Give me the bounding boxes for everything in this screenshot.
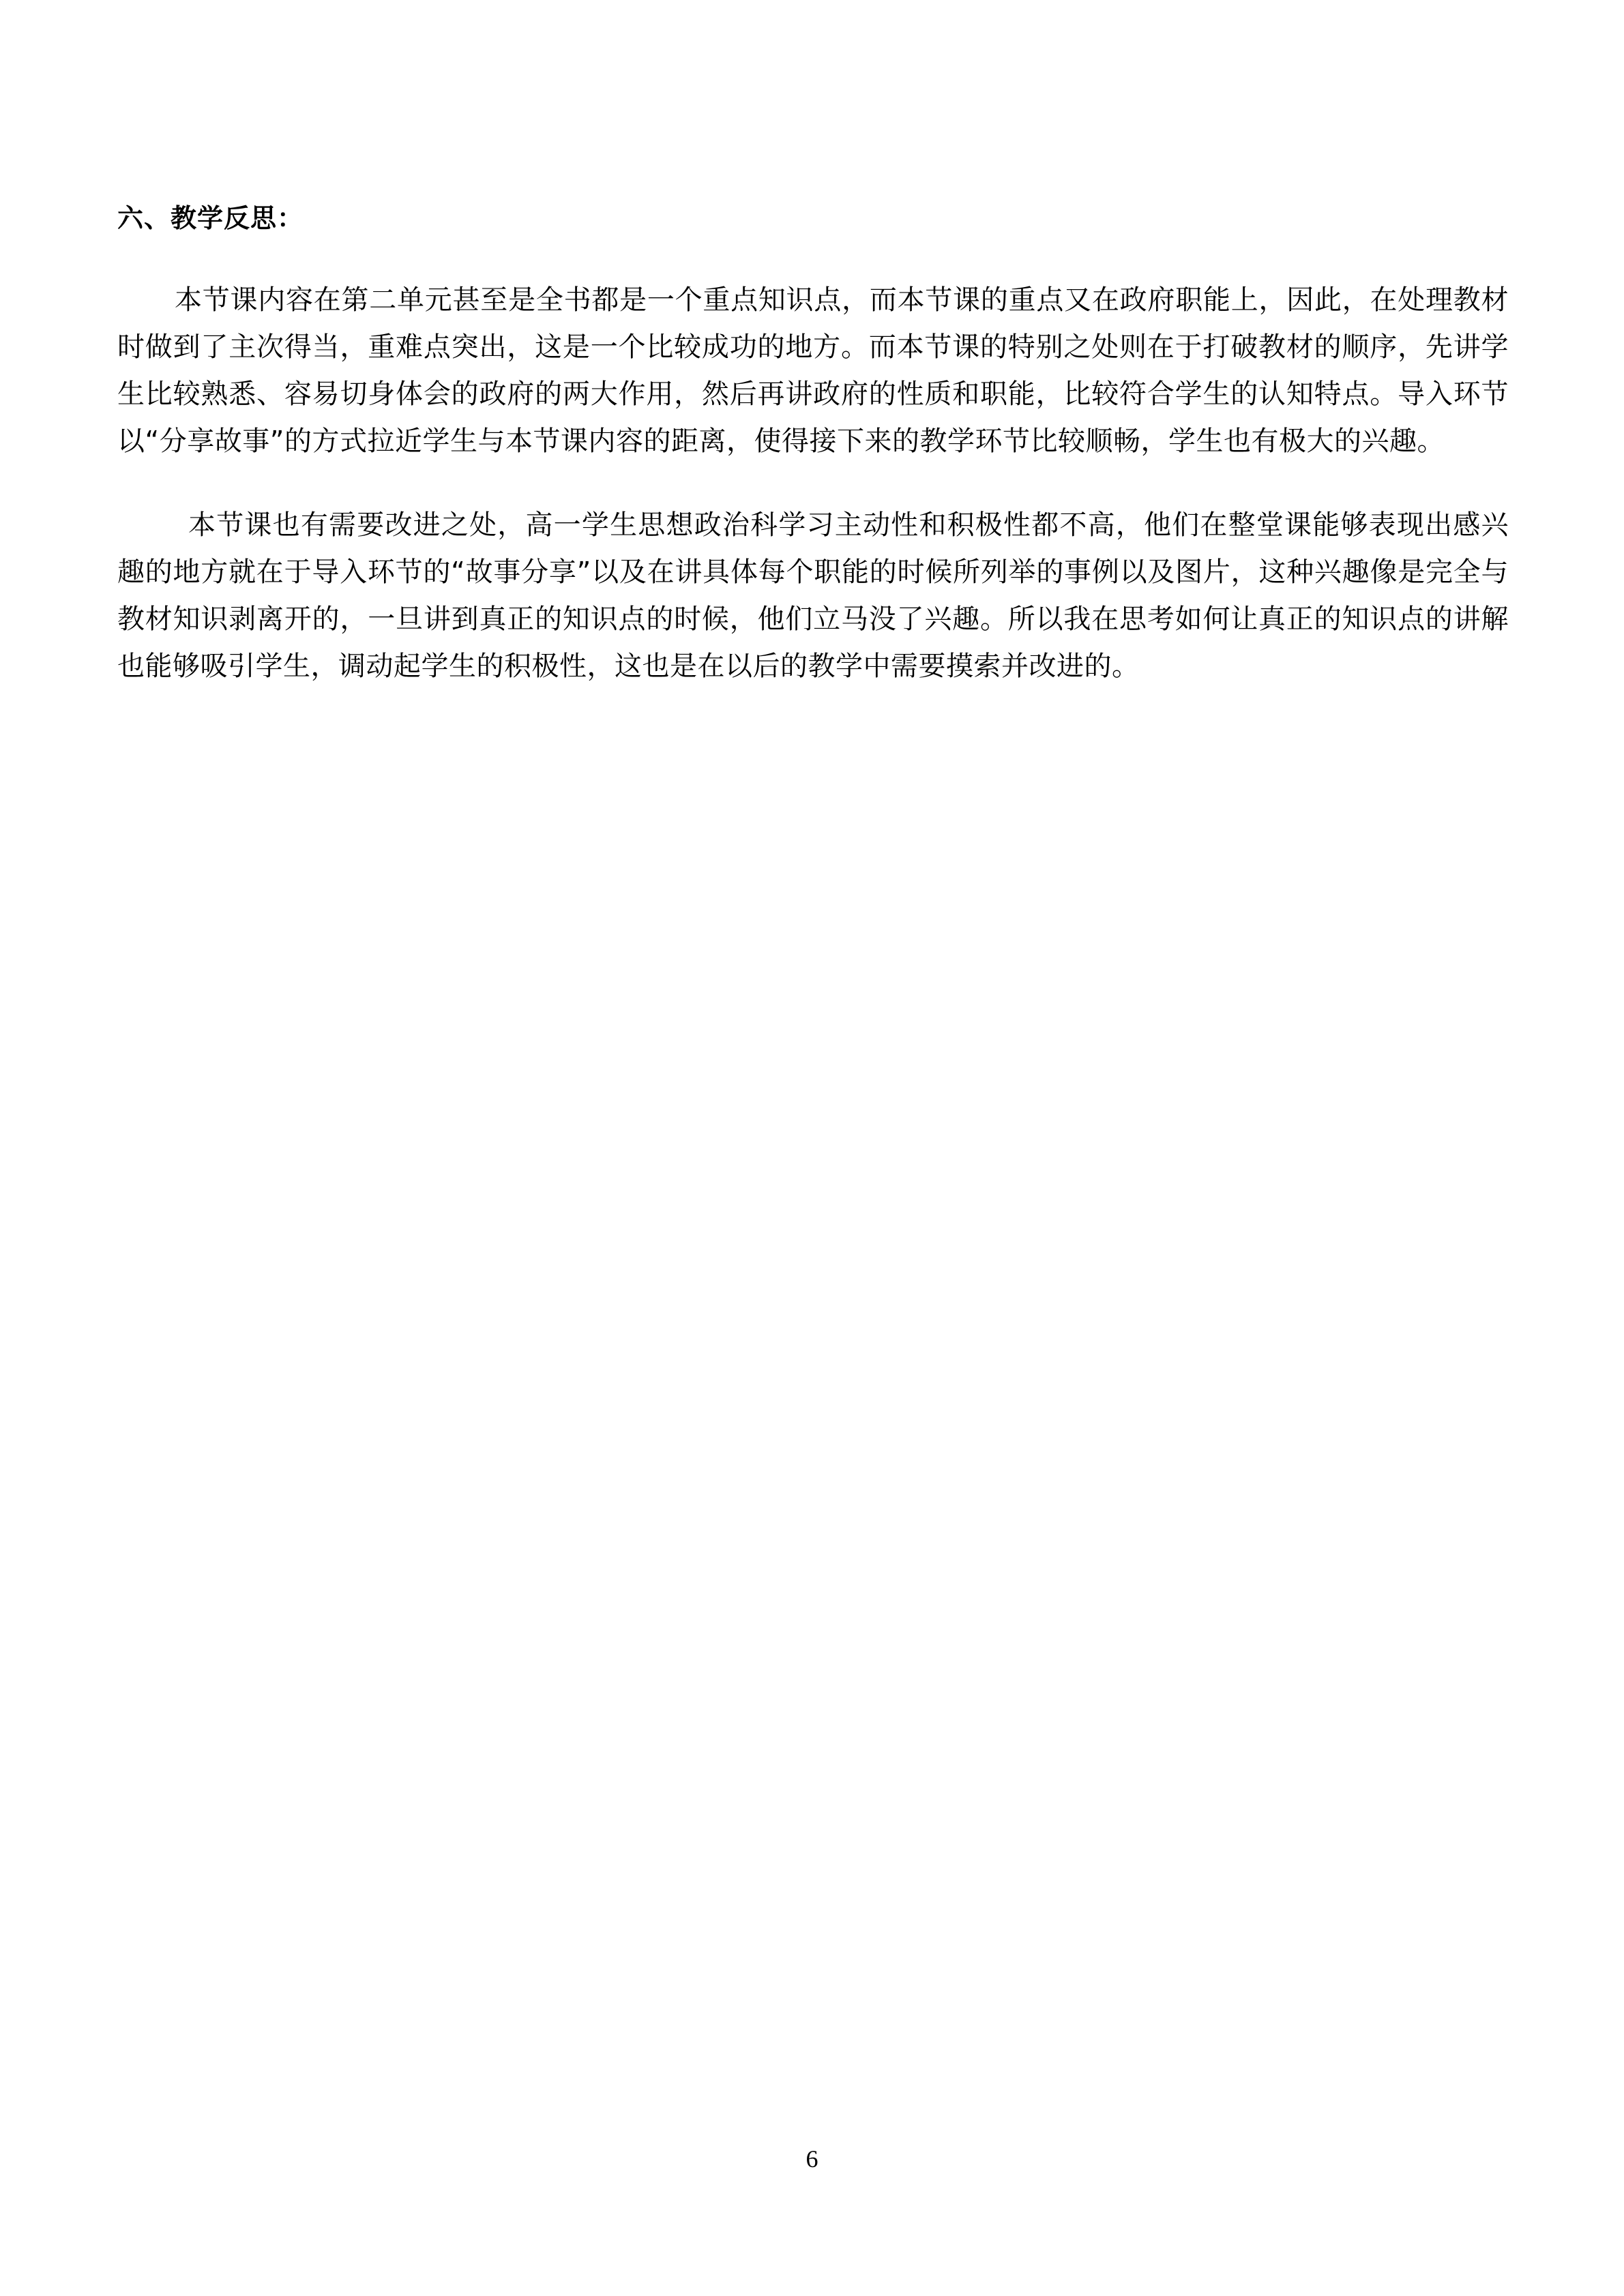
page-number: 6 [806, 2145, 818, 2173]
paragraph-reflection-strengths: 本节课内容在第二单元甚至是全书都是一个重点知识点，而本节课的重点又在政府职能上，因此，在处理教材时做到了主次得当，重难点突出，这是一个比较成功的地方。而本节课的特别之处则在于打破教材的顺序，先讲学生比较熟悉、容易切身体会的政府的两大作用，然后再讲政府的性质和职能，比较符合学生的认知特点。导入环节以“分享故事”的方式拉近学生与本节课内容的距离，使得接下来的教学环节比较顺畅，学生也有极大的兴趣。 [117, 284, 1509, 457]
section-heading: 六、教学反思： [117, 203, 304, 233]
paragraph-reflection-improvements: 本节课也有需要改进之处，高一学生思想政治科学习主动性和积极性都不高，他们在整堂课能够表现出感兴趣的地方就在于导入环节的“故事分享”以及在讲具体每个职能的时候所列举的事例以及图片，这种兴趣像是完全与教材知识剥离开的，一旦讲到真正的知识点的时候，他们立马没了兴趣。所以我在思考如何让真正的知识点的讲解也能够吸引学生，调动起学生的积极性，这也是在以后的教学中需要摸索并改进的。 [117, 509, 1509, 682]
document-body [117, 198, 1509, 690]
